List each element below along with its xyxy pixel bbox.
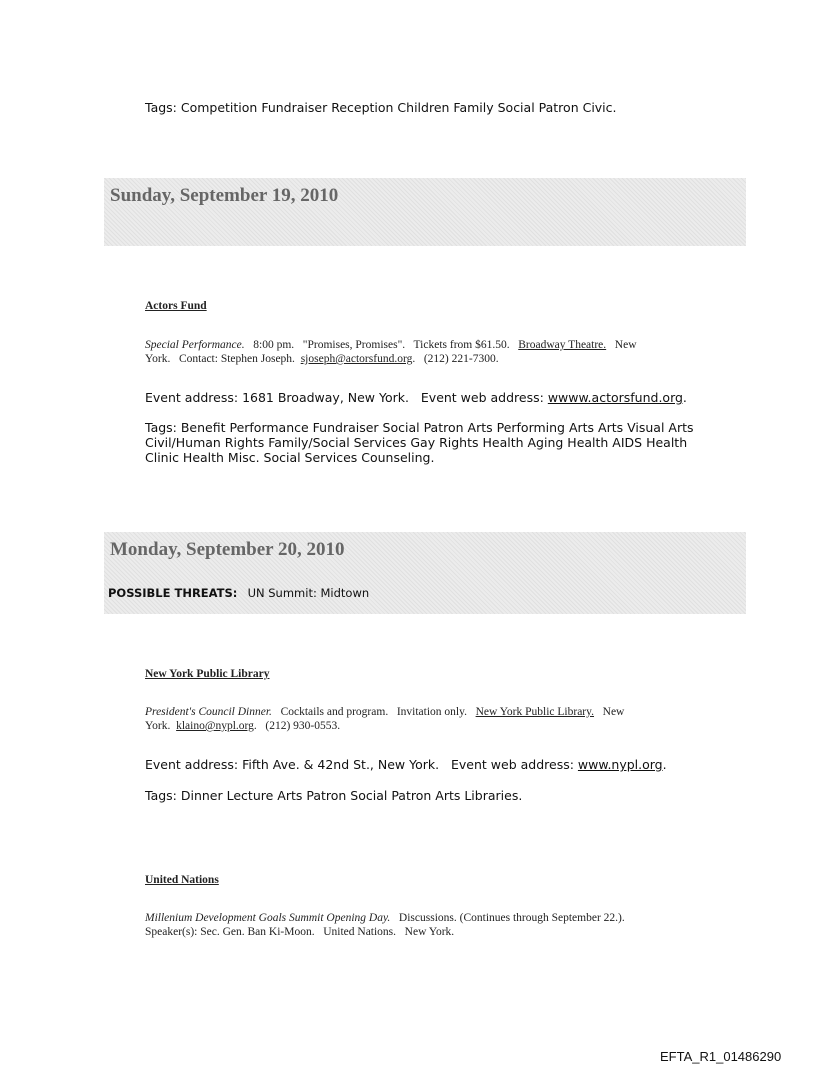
event-name: Millenium Development Goals Summit Opening Day. (145, 912, 391, 924)
phone-text: . (212) 930-0553. (253, 720, 341, 732)
event-address: Event address: Fifth Ave. & 42nd St., New York. Event web address: www.nypl.org. (145, 757, 667, 772)
possible-threats (108, 582, 369, 601)
tags-line: Civil/Human Rights Family/Social Services Gay Rights Health Aging Health AIDS Health (145, 435, 688, 450)
event-tags: Tags: Dinner Lecture Arts Patron Social Patron Arts Libraries. (145, 788, 523, 803)
venue-link[interactable]: New York Public Library. (475, 706, 595, 718)
event-info: Discussions. (Continues through September 22.). (398, 912, 625, 924)
document-id: EFTA_R1_01486290 (660, 1049, 782, 1064)
day-heading: Monday, September 20, 2010 (110, 539, 345, 560)
top-tags: Tags: Competition Fundraiser Reception Children Family Social Patron Civic. (145, 100, 617, 115)
event-city-start: New (614, 339, 637, 351)
web-link[interactable]: wwww.actorsfund.org (547, 390, 683, 405)
phone-text: . (212) 221-7300. (412, 353, 499, 365)
email-link[interactable]: klaino@nypl.org (176, 720, 254, 732)
contact-text: York. Contact: Stephen Joseph. (145, 353, 295, 365)
tags-line: Clinic Health Misc. Social Services Counseling. (145, 450, 435, 465)
venue-link[interactable]: Broadway Theatre. (518, 339, 607, 351)
web-link[interactable]: www.nypl.org (577, 757, 663, 772)
event-tags (145, 420, 694, 465)
threats-value: UN Summit: Midtown (247, 586, 370, 600)
threats-label: POSSIBLE THREATS: (108, 586, 238, 600)
day-header-sunday (104, 178, 746, 246)
day-heading: Sunday, September 19, 2010 (110, 185, 339, 206)
contact-text: York. (145, 720, 171, 732)
event-name: Special Performance. (145, 339, 245, 351)
event-detail-line-2: Speaker(s): Sec. Gen. Ban Ki-Moon. United Nations. New York. (145, 926, 455, 938)
org-name-nypl[interactable]: New York Public Library (145, 668, 270, 680)
org-name-united-nations[interactable]: United Nations (145, 874, 219, 886)
event-info: Cocktails and program. Invitation only. (280, 706, 467, 718)
day-header-monday (104, 532, 746, 614)
event-detail-line-1 (145, 706, 705, 719)
event-detail-line-2 (145, 720, 340, 733)
event-name: President's Council Dinner. (145, 706, 272, 718)
event-address: Event address: 1681 Broadway, New York. Event web address: wwww.actorsfund.org. (145, 390, 687, 405)
tags-line: Tags: Benefit Performance Fundraiser Social Patron Arts Performing Arts Arts Visual Arts (145, 420, 694, 435)
email-link[interactable]: sjoseph@actorsfund.org (300, 353, 413, 365)
event-info: 8:00 pm. "Promises, Promises". Tickets from $61.50. (253, 339, 510, 351)
event-detail-line-1 (145, 912, 625, 925)
event-detail-line-2 (145, 353, 499, 366)
event-detail-line-1 (145, 339, 705, 352)
org-name-actors-fund[interactable]: Actors Fund (145, 300, 207, 312)
event-city-start: New (602, 706, 625, 718)
address-text: Event address: Fifth Ave. & 42nd St., New York. Event web address: (145, 757, 574, 772)
address-text: Event address: 1681 Broadway, New York. Event web address: (145, 390, 544, 405)
